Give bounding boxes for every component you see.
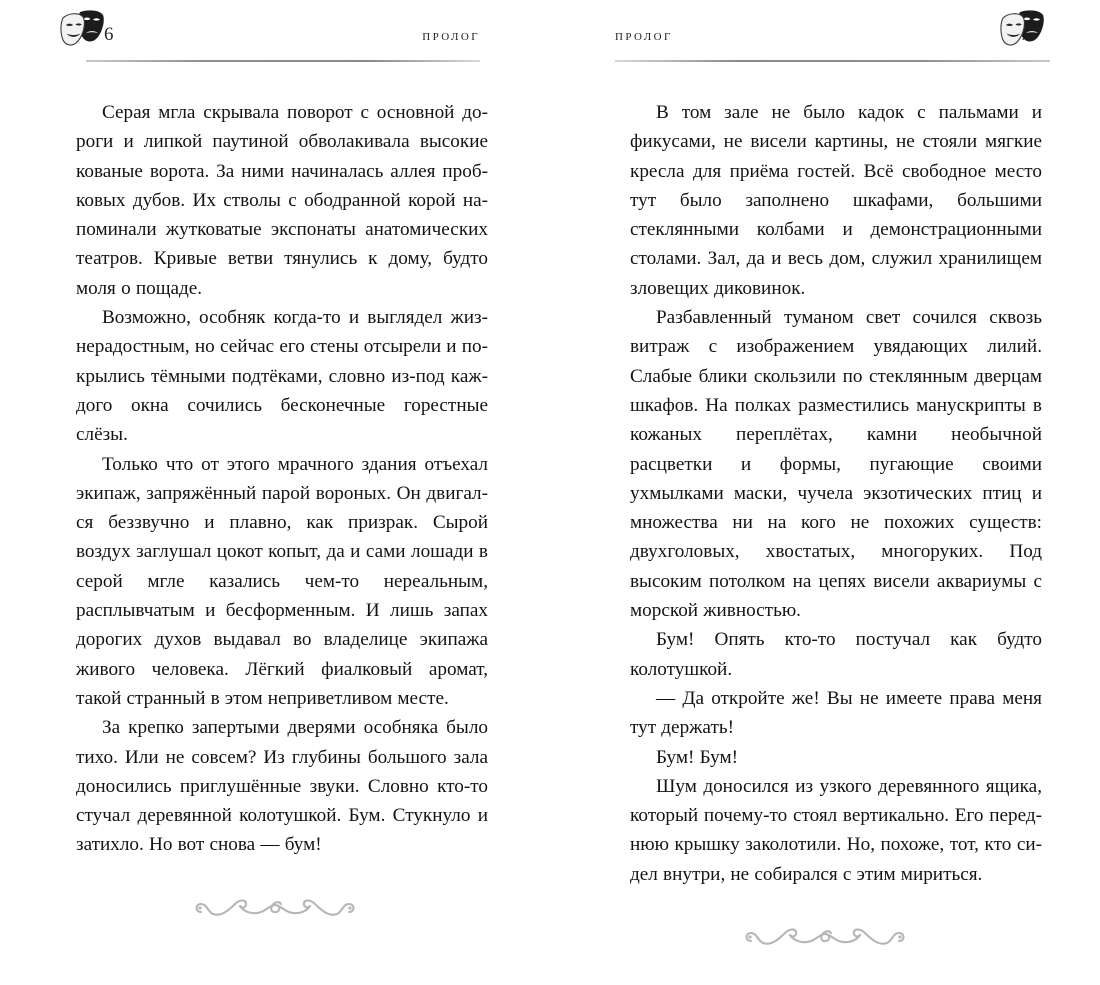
paragraph: Возможно, особняк когда-то и выглядел жизнерадостным, но сейчас его стены отсырели и покрылись тёмными подтёками, словно из-под каждого окна сочились бесконечные горестные слёзы. (76, 307, 488, 446)
paragraph: Бум! Бум! (656, 746, 739, 768)
filigree-flourish-ornament (189, 888, 361, 928)
paragraph: Только что от этого мрачного здания отъехал экипаж, запряжённый парой вороных. Он двигался беззвучно и плавно, как призрак. Сырой воздух заглушал цокот копыт, да и сами лошади в серой мгле казались чем-то нереальным, расплывчатым и бесформенным. И лишь запах дорогих духов выдавал во владелице экипажа живого человека. Лёгкий фиалковый аромат, такой странный в этом неприветливом месте. (76, 453, 488, 709)
theater-masks-icon (1000, 8, 1046, 50)
right-page-header-rule (615, 60, 1050, 62)
right-page-running-head-title: пролог (615, 26, 673, 44)
right-page-text-block (550, 72, 1100, 889)
theater-masks-icon (60, 8, 106, 50)
right-page-ornament-area (550, 889, 1100, 985)
filigree-flourish-ornament (739, 917, 911, 957)
paragraph: Шум доносился из узкого деревянного ящика, который почему-то стоял вертикально. Его переднюю крышку заколотили. Но, похоже, тот, кто сидел внутри, не собирался с этим мириться. (630, 775, 1042, 885)
left-page-running-head (0, 0, 550, 72)
left-page-text-block (0, 72, 550, 860)
paragraph: Серая мгла скрывала поворот с основной дороги и липкой паутиной обволакивала высокие кованые ворота. За ними начиналась аллея пробковых дубов. Их стволы с ободранной корой напоминали жутковатые экспонаты анатомических театров. Кривые ветви тянулись к дому, будто моля о пощаде. (76, 102, 488, 299)
left-page-running-head-title: пролог (422, 26, 480, 44)
left-page (0, 0, 550, 856)
left-page-folio: 6 (104, 24, 114, 45)
paragraph: Бум! Опять кто-то постучал как будто колотушкой. (630, 629, 1042, 680)
paragraph: За крепко запертыми дверями особняка было тихо. Или не совсем? Из глубины большого зала доносились приглушённые звуки. Словно кто-то стучал деревянной колотушкой. Бум. Стукнуло и затихло. Но вот снова — бум! (76, 717, 488, 856)
left-page-ornament-area (0, 860, 550, 956)
right-page-running-head (550, 0, 1100, 72)
right-page (550, 0, 1100, 885)
paragraph: Разбавленный туманом свет сочился сквозь витраж с изображением увядающих лилий. Слабые блики скользили по стеклянным дверцам шкафов. На полках разместились манускрипты в кожаных переплётах, камни необычной расцветки и формы, пугающие своими ухмылками маски, чучела экзотических птиц и множества ни на кого не похожих существ: двухголовых, хвостатых, многоруких. Под высоким потолком на цепях висели аквариумы с морской живностью. (630, 307, 1042, 622)
paragraph: В том зале не было кадок с пальмами и фикусами, не висели картины, не стояли мягкие кресла для приёма гостей. Всё свободное место тут было заполнено шкафами, большими стеклянными колбами и демонстрационными столами. Зал, да и весь дом, служил хранилищем зловещих диковинок. (630, 102, 1042, 299)
left-page-header-rule (86, 60, 480, 62)
paragraph: — Да откройте же! Вы не имеете права меня тут держать! (630, 687, 1042, 739)
